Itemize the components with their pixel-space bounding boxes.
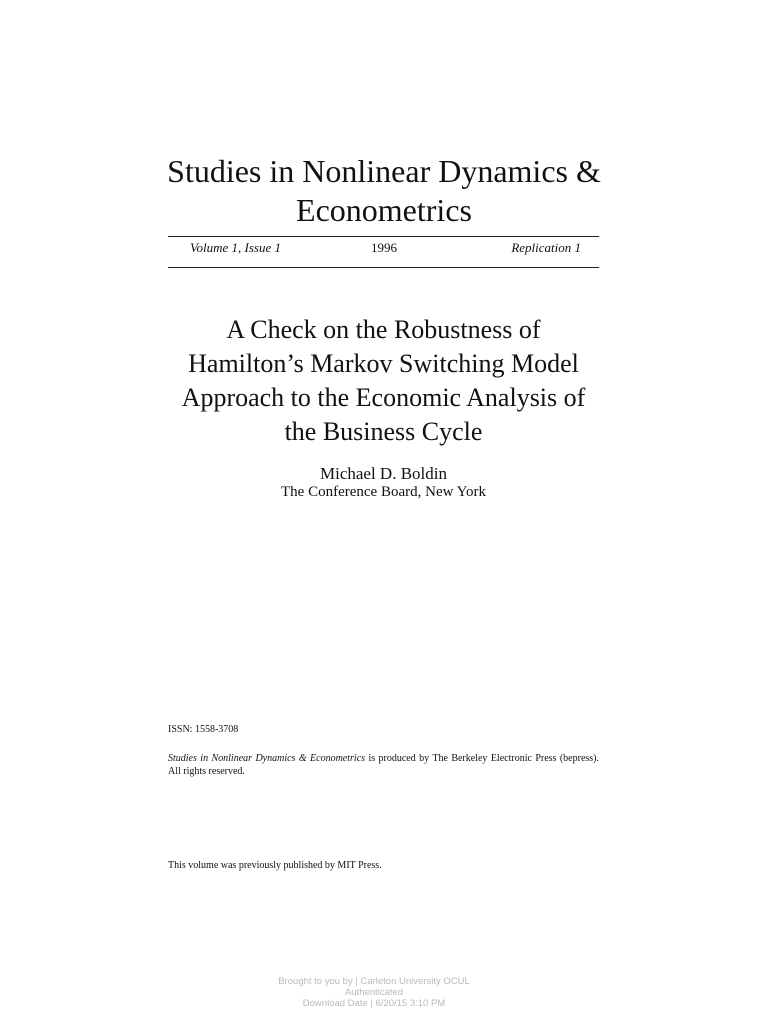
download-watermark — [224, 976, 524, 1009]
issue-line — [190, 240, 581, 258]
publication-year: 1996 — [371, 240, 397, 255]
header-rule-top — [168, 236, 599, 237]
journal-title: Studies in Nonlinear Dynamics & Econometrics — [167, 153, 601, 228]
watermark-line: Authenticated — [344, 987, 404, 998]
article-title — [168, 313, 599, 449]
volume-issue: Volume 1, Issue 1 — [190, 240, 281, 255]
issn: ISSN: 1558-3708 — [168, 724, 239, 735]
replication-label: Replication 1 — [511, 240, 581, 255]
article-title-line: Hamilton’s Markov Switching Model — [188, 349, 579, 378]
copyright-notice — [168, 752, 599, 778]
article-title-line: Approach to the Economic Analysis of — [181, 383, 586, 412]
watermark-line: Download Date | 6/20/15 3:10 PM — [302, 998, 446, 1009]
copyright-journal-name: Studies in Nonlinear Dynamics & Econometrics — [168, 753, 366, 764]
article-title-line: the Business Cycle — [284, 417, 483, 446]
header-rule-bottom — [168, 267, 599, 268]
author-affiliation: The Conference Board, New York — [281, 484, 486, 500]
previous-publication-note: This volume was previously published by MIT Press. — [168, 860, 382, 871]
article-title-line: A Check on the Robustness of — [226, 315, 541, 344]
author-name: Michael D. Boldin — [319, 464, 447, 483]
watermark-line: Brought to you by | Carleton University OCUL — [278, 976, 470, 987]
copyright-text: is produced by The Berkeley Electronic Press (bepress). All rights reserved. — [168, 753, 599, 777]
